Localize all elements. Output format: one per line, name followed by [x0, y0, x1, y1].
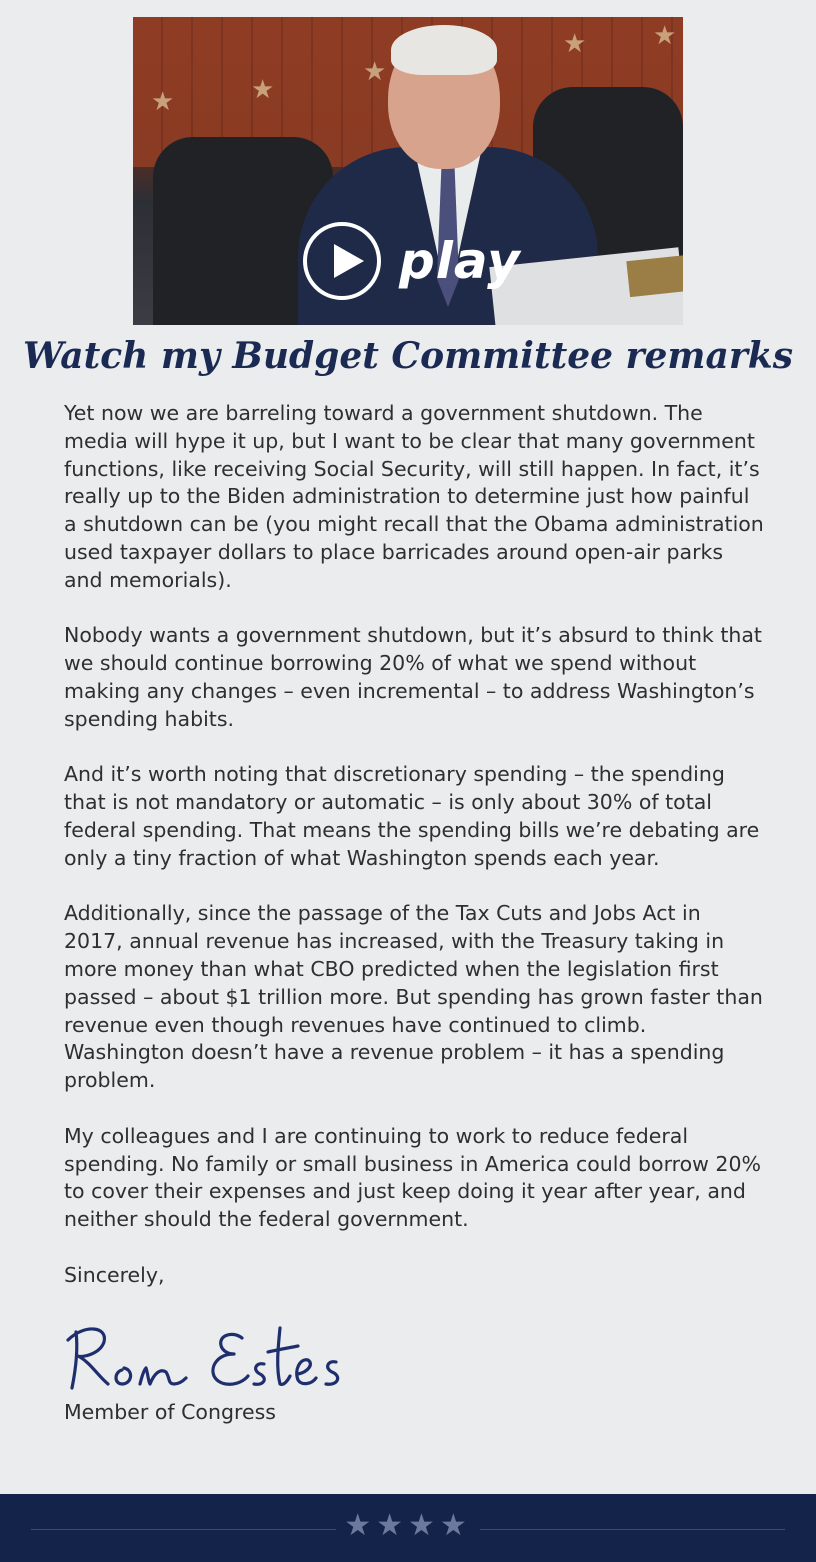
member-title: Member of Congress — [64, 1400, 276, 1424]
star-decoration-icon: ★ — [151, 87, 175, 117]
footer-stars-icon: ★★★★ — [344, 1508, 472, 1543]
footer-divider-right — [480, 1529, 785, 1530]
star-decoration-icon: ★ — [563, 29, 587, 59]
signature — [64, 1318, 354, 1397]
paragraph: My colleagues and I are continuing to work to reduce federal spending. No family or small business in America could borrow 20% to cover their expenses and just keep doing it year after year, and neither should the federal government. — [64, 1123, 761, 1232]
paragraph: Yet now we are barreling toward a government shutdown. The media will hype it up, but I want to be clear that many government functions, like receiving Social Security, will still happen. In fact, it’s really up to the Biden administration to determine just how painful a shutdown can be (you might recall that the Obama administration used taxpayer dollars to place barricades around open-air parks and memorials). — [64, 401, 764, 592]
paragraph: And it’s worth noting that discretionary spending – the spending that is not mandatory or automatic – is only about 30% of total federal spending. That means the spending bills we’re debating are only a tiny fraction of what Washington spends each year. — [64, 762, 760, 870]
signoff: Sincerely, — [64, 1262, 165, 1287]
video-thumbnail[interactable] — [133, 17, 683, 325]
paragraph: Nobody wants a government shutdown, but it’s absurd to think that we should continue borrowing 20% of what we spend without making any changes – even incremental – to address Washington’s spending habits. — [64, 623, 762, 731]
play-button[interactable] — [303, 222, 521, 300]
speaker-hair — [391, 25, 497, 75]
play-icon — [303, 222, 381, 300]
star-decoration-icon: ★ — [251, 75, 275, 105]
signature-image — [64, 1318, 354, 1393]
star-decoration-icon: ★ — [363, 57, 387, 87]
nameplate — [626, 253, 683, 297]
footer — [0, 1494, 816, 1562]
video-caption-heading[interactable]: Watch my Budget Committee remarks — [22, 335, 794, 377]
letter-body — [64, 400, 764, 1290]
footer-divider-left — [31, 1529, 336, 1530]
play-label: play — [399, 232, 521, 290]
paragraph: Additionally, since the passage of the Tax Cuts and Jobs Act in 2017, annual revenue has increased, with the Treasury taking in more money than what CBO predicted when the legislation first passed – about $1 trillion more. But spending has grown faster than revenue even though revenues have continued to climb. Washington doesn’t have a revenue problem – it has a spending problem. — [64, 901, 763, 1093]
star-decoration-icon: ★ — [653, 21, 677, 51]
